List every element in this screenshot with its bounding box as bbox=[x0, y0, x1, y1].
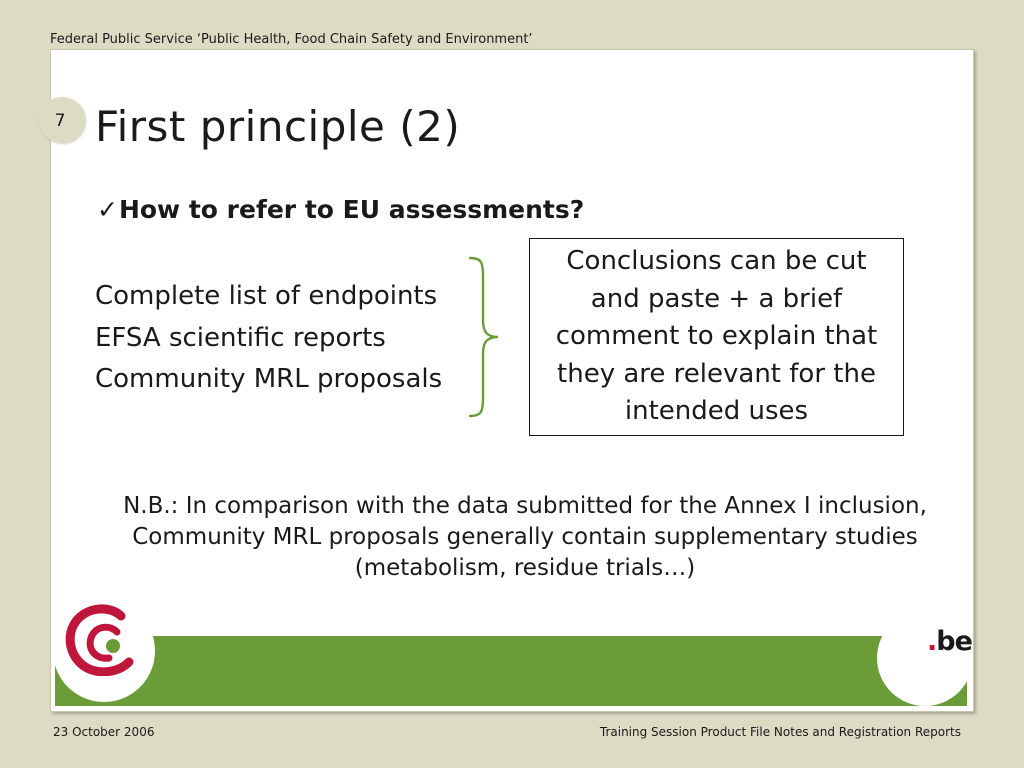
conclusion-note-box bbox=[529, 238, 904, 436]
bullet-heading bbox=[97, 195, 584, 224]
source-list bbox=[95, 276, 442, 401]
list-item: EFSA scientific reports bbox=[95, 322, 386, 353]
federal-public-service-logo-icon bbox=[65, 602, 145, 676]
page-number-badge bbox=[39, 97, 85, 143]
be-logo-dot: . bbox=[927, 626, 937, 657]
slide-canvas bbox=[50, 49, 974, 712]
curly-brace-icon bbox=[467, 256, 501, 418]
footer-event: Training Session Product File Notes and Registration Reports bbox=[599, 725, 961, 739]
nota-bene-text: N.B.: In comparison with the data submitted for the Annex I inclusion, Community MRL proposals generally contain supplementary studies (metabolism, residue trials…) bbox=[123, 493, 927, 581]
footer-green-band bbox=[55, 636, 967, 706]
check-icon: ✓ bbox=[97, 195, 118, 224]
list-item: Community MRL proposals bbox=[95, 364, 443, 394]
slide-title: First principle (2) bbox=[95, 102, 461, 151]
page-number: 7 bbox=[54, 111, 66, 131]
conclusion-note-text: Conclusions can be cut and paste + a brief comment to explain that they are relevant for the intended uses bbox=[555, 246, 878, 427]
be-logo-icon bbox=[927, 626, 972, 657]
footer-date: 23 October 2006 bbox=[53, 725, 155, 739]
list-item: Complete list of endpoints bbox=[95, 281, 438, 311]
be-logo-e: e bbox=[954, 626, 972, 657]
bullet-text: How to refer to EU assessments? bbox=[118, 195, 585, 224]
logo-circle-right bbox=[877, 610, 973, 706]
be-logo-b: b bbox=[936, 626, 955, 657]
header-organization: Federal Public Service ‘Public Health, Food Chain Safety and Environment’ bbox=[50, 32, 533, 47]
